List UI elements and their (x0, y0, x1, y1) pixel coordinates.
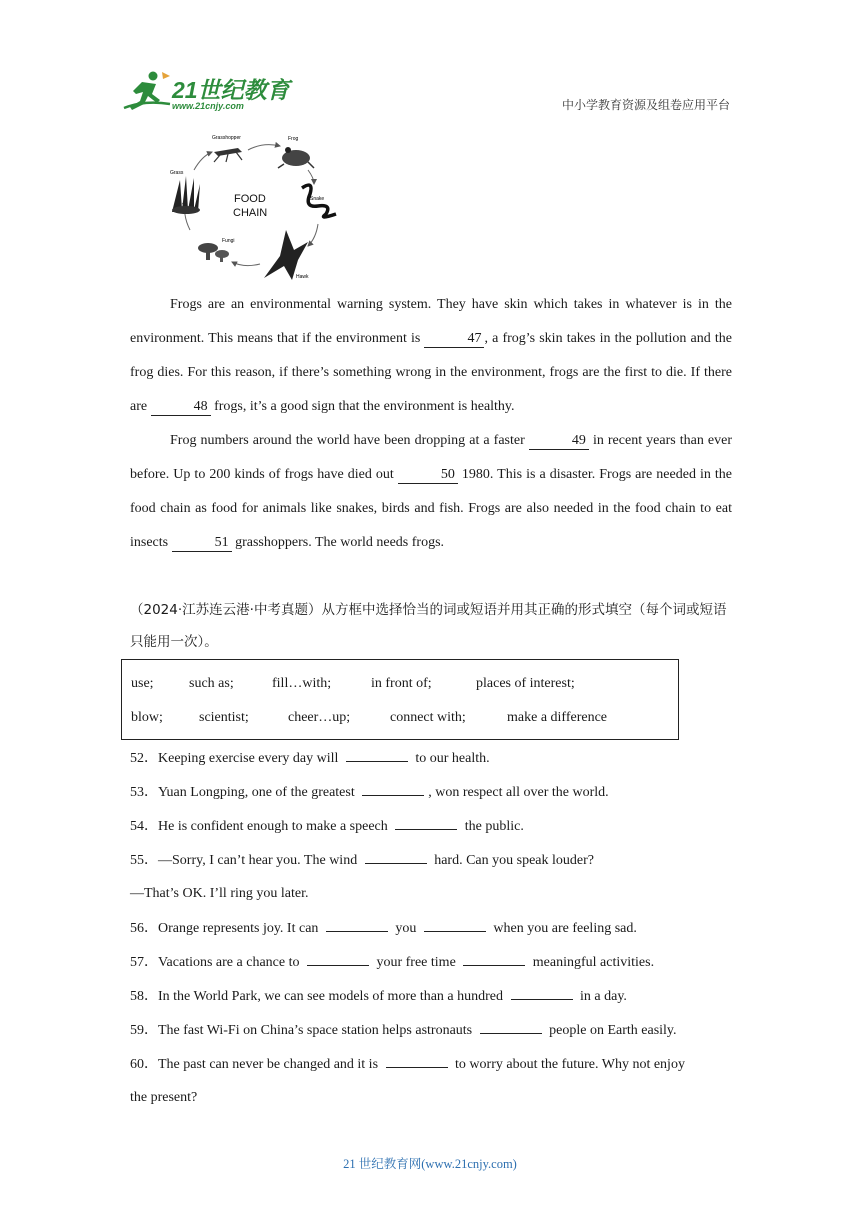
word-option: connect with; (390, 710, 466, 725)
food-chain-diagram (168, 130, 348, 288)
page-header (0, 0, 860, 130)
blank-47[interactable]: 47 (424, 331, 484, 348)
food-chain-title-2: CHAIN (233, 207, 268, 219)
question-55-reply: —That’s OK. I’ll ring you later. (130, 886, 309, 901)
blank-49[interactable]: 49 (529, 433, 589, 450)
food-chain-title-1: FOOD (234, 193, 266, 205)
answer-blank[interactable] (511, 986, 573, 1000)
food-chain-svg (168, 130, 348, 288)
answer-blank[interactable] (480, 1020, 542, 1034)
snake-icon (302, 185, 336, 217)
answer-blank[interactable] (463, 952, 525, 966)
question-56: 56．Orange represents joy. It can you when you are feeling sad. (130, 918, 637, 939)
question-57: 57．Vacations are a chance to your free time meaningful activities. (130, 952, 654, 973)
p1-text-d: frogs, it’s a good sign that the environment is healthy. (214, 399, 515, 414)
question-54: 54．He is confident enough to make a speech the public. (130, 816, 524, 837)
word-option: make a difference (507, 710, 608, 725)
label-fungi: Fungi (222, 238, 235, 244)
p2-text-e: grasshoppers. The world needs frogs. (235, 535, 445, 550)
p1-text-c: , a frog’s skin takes in the pollution and the frog dies. For this reason, if there’s something wrong in the environment, frogs are the first to die. If there are (130, 331, 733, 414)
p2-text-d: 1980. This is a disaster. Frogs are needed in the food chain as food for animals like snakes, birds and fish. Frogs are also needed in the food chain to eat insects (130, 467, 733, 550)
question-53: 53．Yuan Longping, one of the greatest , won respect all over the world. (130, 782, 609, 803)
blank-51[interactable]: 51 (172, 535, 232, 552)
answer-blank[interactable] (307, 952, 369, 966)
question-52: 52．Keeping exercise every day will to our health. (130, 748, 490, 769)
passage-paragraph-1 (130, 288, 732, 424)
word-option: such as; (189, 676, 234, 691)
word-option: places of interest; (476, 676, 575, 691)
word-option: blow; (131, 710, 163, 725)
p2-text-a: Frog numbers around the world have been dropping at a faster (170, 433, 525, 448)
answer-blank[interactable] (386, 1054, 448, 1068)
header-tagline: 中小学教育资源及组卷应用平台 (561, 98, 730, 112)
word-option: fill…with; (272, 676, 332, 691)
passage-paragraph-2 (130, 424, 732, 560)
question-59: 59．The fast Wi-Fi on China’s space station helps astronauts people on Earth easily. (130, 1020, 677, 1041)
label-grass: Grass (170, 170, 184, 176)
question-60: 60．The past can never be changed and it is to worry about the future. Why not enjoy (130, 1054, 685, 1075)
blank-48[interactable]: 48 (151, 399, 211, 416)
p1-text-a: Frogs are an environmental warning system. They have skin which takes in whatever is in the environment. This means that if the environment is (130, 297, 732, 346)
hawk-icon (264, 230, 309, 280)
question-55: 55．—Sorry, I can’t hear you. The wind hard. Can you speak louder? (130, 850, 594, 871)
label-snake: Snake (310, 196, 325, 202)
logo-url: www.21cnjy.com (172, 101, 244, 111)
site-logo[interactable] (122, 68, 292, 116)
word-option: scientist; (199, 710, 249, 725)
section-instructions: （2024·江苏连云港·中考真题）从方框中选择恰当的词或短语并用其正确的形式填空（每个词或短语只能用一次）。 (130, 602, 727, 650)
label-hawk: Hawk (296, 274, 309, 280)
grasshopper-icon (212, 135, 242, 162)
word-option: use; (131, 676, 154, 691)
answer-blank[interactable] (346, 748, 408, 762)
question-58: 58．In the World Park, we can see models of more than a hundred in a day. (130, 986, 627, 1007)
p2-text-c: in recent years than ever before. Up to 200 kinds of frogs have died out (130, 433, 733, 482)
blank-50[interactable]: 50 (398, 467, 458, 484)
page-footer[interactable]: 21 世纪教育网(www.21cnjy.com) (343, 1157, 517, 1171)
label-grasshopper: Grasshopper (212, 135, 241, 141)
logo-text: 21世纪教育 (172, 77, 290, 103)
question-60-continued: the present? (130, 1090, 198, 1105)
label-frog: Frog (288, 136, 299, 142)
word-option: cheer…up; (288, 710, 351, 725)
answer-blank[interactable] (362, 782, 424, 796)
runner-logo-icon (122, 70, 172, 114)
frog-icon (278, 136, 314, 168)
fungi-icon (198, 238, 235, 262)
answer-blank[interactable] (365, 850, 427, 864)
answer-blank[interactable] (395, 816, 457, 830)
word-option: in front of; (371, 676, 432, 691)
grass-icon (170, 170, 200, 214)
answer-blank[interactable] (326, 918, 388, 932)
answer-blank[interactable] (424, 918, 486, 932)
word-bank-box (121, 659, 679, 740)
